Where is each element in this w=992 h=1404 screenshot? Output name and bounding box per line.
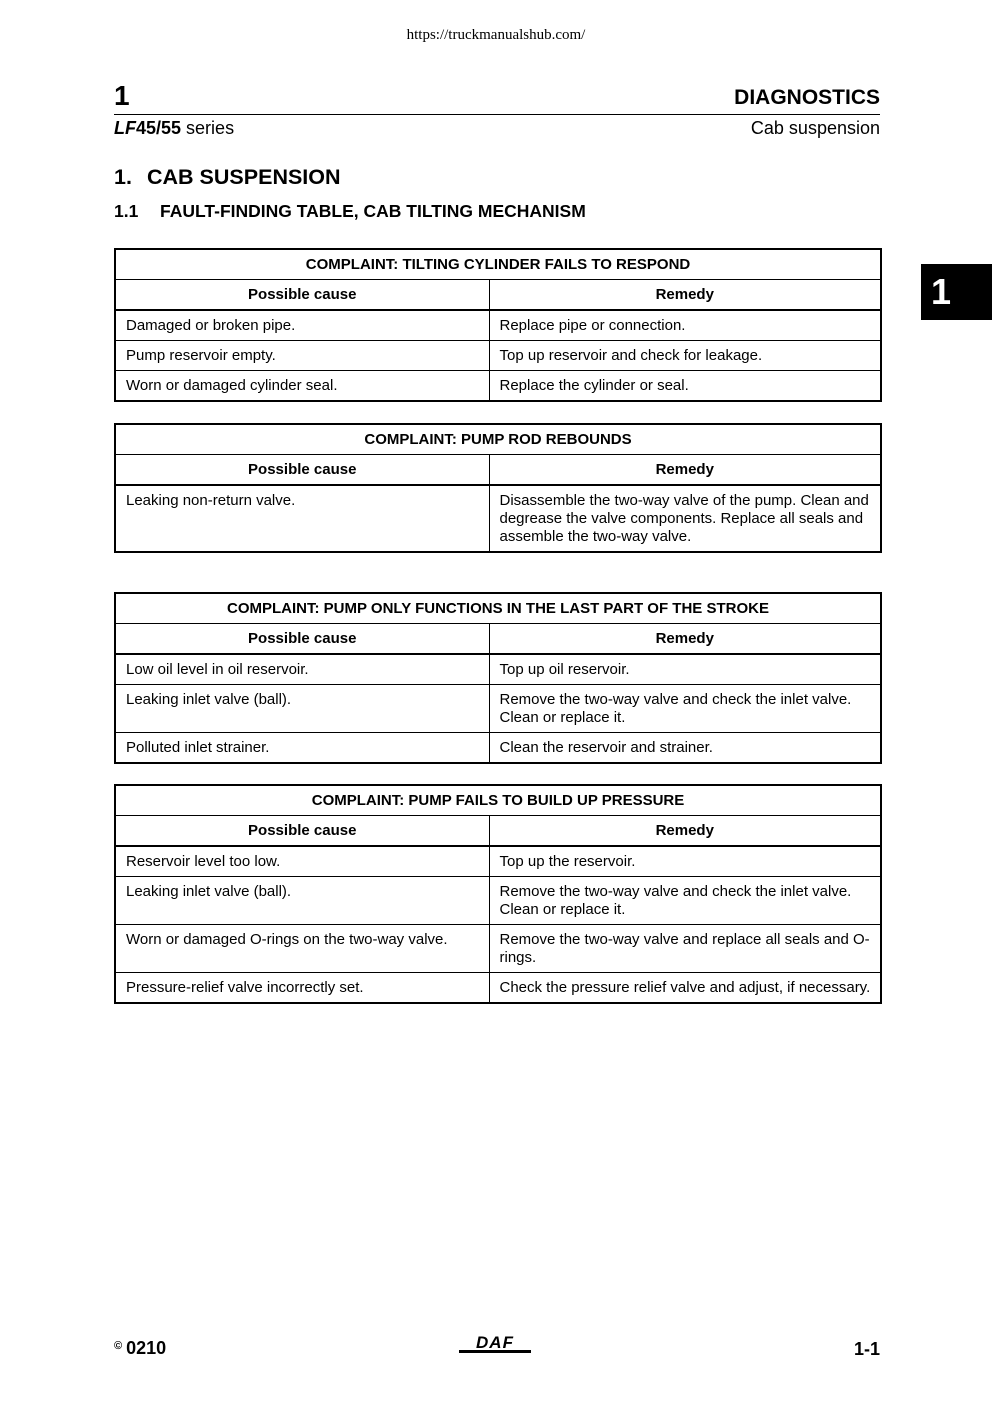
subsection-title: Cab suspension [750, 118, 880, 138]
page-number: 1-1 [853, 1339, 880, 1359]
chapter-heading [114, 165, 341, 190]
footer-code: 0210 [126, 1338, 167, 1358]
table-row [115, 654, 881, 685]
table-row [115, 341, 881, 371]
cause-cell: Low oil level in oil reservoir. [115, 654, 489, 685]
model-suffix: series [181, 118, 235, 138]
remedy-cell: Clean the reservoir and strainer. [489, 733, 881, 764]
complaint-title: COMPLAINT: PUMP ONLY FUNCTIONS IN THE LAST PART OF THE STROKE [115, 593, 881, 624]
remedy-cell: Remove the two-way valve and check the inlet valve. Clean or replace it. [489, 685, 881, 733]
column-header-cause: Possible cause [115, 280, 489, 311]
chapter-number: 1 [114, 80, 130, 111]
model-designation [114, 118, 234, 139]
complaint-title: COMPLAINT: TILTING CYLINDER FAILS TO RESPOND [115, 249, 881, 280]
cause-cell: Leaking inlet valve (ball). [115, 685, 489, 733]
section-heading-number: 1.1 [114, 201, 139, 221]
complaint-title: COMPLAINT: PUMP FAILS TO BUILD UP PRESSURE [115, 785, 881, 816]
table-row [115, 310, 881, 341]
chapter-heading-text: CAB SUSPENSION [147, 165, 341, 189]
section-heading-text: FAULT-FINDING TABLE, CAB TILTING MECHANISM [160, 201, 586, 221]
table-row [115, 925, 881, 973]
source-url[interactable]: https://truckmanualshub.com/ [406, 27, 586, 43]
fault-table-pump-last-part-of-stroke [114, 592, 882, 764]
table-row [115, 685, 881, 733]
column-header-cause: Possible cause [115, 816, 489, 847]
table-row [115, 973, 881, 1004]
table-row [115, 846, 881, 877]
cause-cell: Pump reservoir empty. [115, 341, 489, 371]
table-row [115, 733, 881, 764]
column-header-cause: Possible cause [115, 624, 489, 655]
header-divider [114, 114, 880, 115]
copyright-symbol: © [114, 1340, 123, 1352]
remedy-cell: Disassemble the two-way valve of the pump. Clean and degrease the valve components. Replace all seals and assemble the two-way valve. [489, 485, 881, 552]
cause-cell: Damaged or broken pipe. [115, 310, 489, 341]
cause-cell: Worn or damaged cylinder seal. [115, 371, 489, 402]
daf-logo [459, 1333, 531, 1355]
fault-table-pump-pressure [114, 784, 882, 1004]
table-row [115, 371, 881, 402]
model-numbers: 45/55 [136, 118, 182, 138]
table-row [115, 485, 881, 552]
remedy-cell: Remove the two-way valve and replace all seals and O-rings. [489, 925, 881, 973]
remedy-cell: Replace the cylinder or seal. [489, 371, 881, 402]
cause-cell: Leaking non-return valve. [115, 485, 489, 552]
column-header-remedy: Remedy [489, 816, 881, 847]
cause-cell: Worn or damaged O-rings on the two-way valve. [115, 925, 489, 973]
remedy-cell: Top up oil reservoir. [489, 654, 881, 685]
remedy-cell: Top up reservoir and check for leakage. [489, 341, 881, 371]
fault-table-tilting-cylinder [114, 248, 882, 402]
chapter-heading-number: 1. [114, 165, 132, 189]
section-title: DIAGNOSTICS [734, 86, 880, 109]
remedy-cell: Replace pipe or connection. [489, 310, 881, 341]
cause-cell: Leaking inlet valve (ball). [115, 877, 489, 925]
column-header-remedy: Remedy [489, 280, 881, 311]
column-header-cause: Possible cause [115, 455, 489, 486]
table-row [115, 877, 881, 925]
chapter-tab-marker: 1 [921, 264, 992, 320]
logo-text: DAF [476, 1333, 514, 1352]
remedy-cell: Check the pressure relief valve and adjust, if necessary. [489, 973, 881, 1004]
cause-cell: Pressure-relief valve incorrectly set. [115, 973, 489, 1004]
cause-cell: Polluted inlet strainer. [115, 733, 489, 764]
complaint-title: COMPLAINT: PUMP ROD REBOUNDS [115, 424, 881, 455]
remedy-cell: Remove the two-way valve and check the inlet valve. Clean or replace it. [489, 877, 881, 925]
cause-cell: Reservoir level too low. [115, 846, 489, 877]
column-header-remedy: Remedy [489, 455, 881, 486]
remedy-cell: Top up the reservoir. [489, 846, 881, 877]
model-prefix: LF [114, 118, 136, 138]
section-heading [114, 201, 586, 222]
fault-table-pump-rod-rebounds [114, 423, 882, 553]
column-header-remedy: Remedy [489, 624, 881, 655]
footer-copyright [114, 1338, 166, 1359]
